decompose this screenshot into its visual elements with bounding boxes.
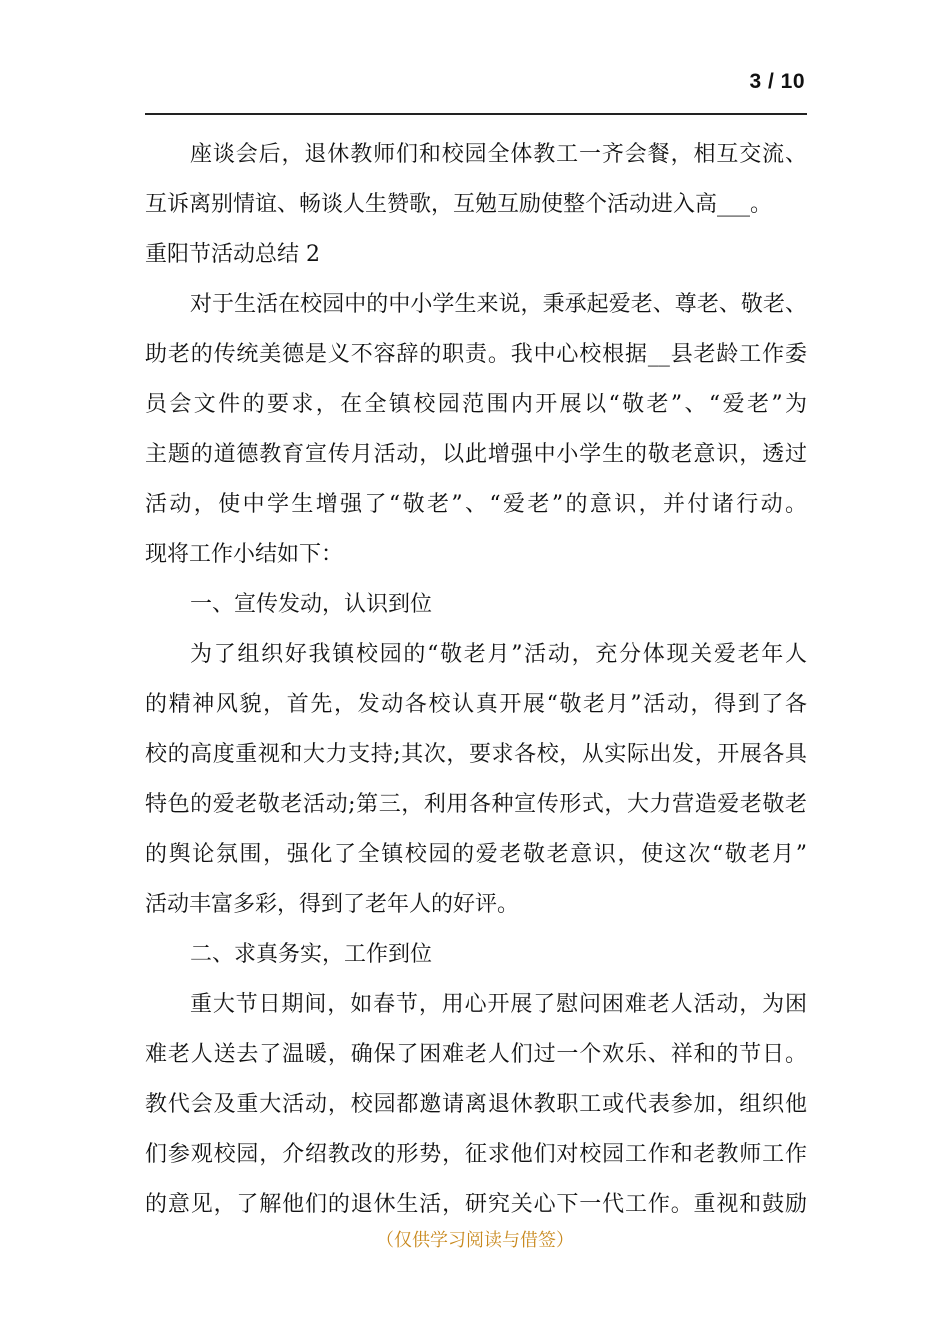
body-line: 特色的爱老敬老活动;第三，利用各种宣传形式，大力营造爱老敬老 — [145, 792, 807, 817]
body-line: 对于生活在校园中的中小学生来说，秉承起爱老、尊老、敬老、 — [190, 292, 807, 317]
body-line: 座谈会后，退休教师们和校园全体教工一齐会餐，相互交流、 — [190, 142, 807, 167]
body-line: 现将工作小结如下： — [145, 542, 344, 567]
subheading: 一、宣传发动，认识到位 — [190, 592, 433, 617]
body-line: 助老的传统美德是义不容辞的职责。我中心校根据__县老龄工作委 — [145, 342, 807, 367]
body-line: 活动，使中学生增强了“敬老”、“爱老”的意识，并付诸行动。 — [145, 492, 807, 517]
document-body — [145, 130, 807, 1230]
body-line: 为了组织好我镇校园的“敬老月”活动，充分体现关爱老年人 — [190, 642, 807, 667]
body-line: 难老人送去了温暖，确保了困难老人们过一个欢乐、祥和的节日。 — [145, 1042, 807, 1067]
body-line: 的意见，了解他们的退休生活，研究关心下一代工作。重视和鼓励 — [145, 1192, 807, 1217]
body-line: 们参观校园，介绍教改的形势，征求他们对校园工作和老教师工作 — [145, 1142, 807, 1167]
body-line: 的精神风貌，首先，发动各校认真开展“敬老月”活动，得到了各 — [145, 692, 807, 717]
section-heading: 重阳节活动总结 2 — [145, 242, 320, 267]
footer-note: （仅供学习阅读与借签） — [376, 1230, 574, 1251]
body-line: 活动丰富多彩，得到了老年人的好评。 — [145, 892, 520, 917]
body-line: 重大节日期间，如春节，用心开展了慰问困难老人活动，为困 — [190, 992, 807, 1017]
body-line: 互诉离别情谊、畅谈人生赞歌，互勉互励使整个活动进入高___。 — [145, 192, 773, 217]
page-number: 3 / 10 — [749, 70, 805, 93]
body-line: 校的高度重视和大力支持;其次，要求各校，从实际出发，开展各具 — [145, 742, 807, 767]
body-line: 教代会及重大活动，校园都邀请离退休教职工或代表参加，组织他 — [145, 1092, 807, 1117]
subheading: 二、求真务实，工作到位 — [190, 942, 433, 967]
header-divider — [145, 113, 807, 115]
body-line: 主题的道德教育宣传月活动，以此增强中小学生的敬老意识，透过 — [145, 442, 807, 467]
body-line: 的舆论氛围，强化了全镇校园的爱老敬老意识，使这次“敬老月” — [145, 842, 807, 867]
body-line: 员会文件的要求，在全镇校园范围内开展以“敬老”、“爱老”为 — [145, 392, 807, 417]
